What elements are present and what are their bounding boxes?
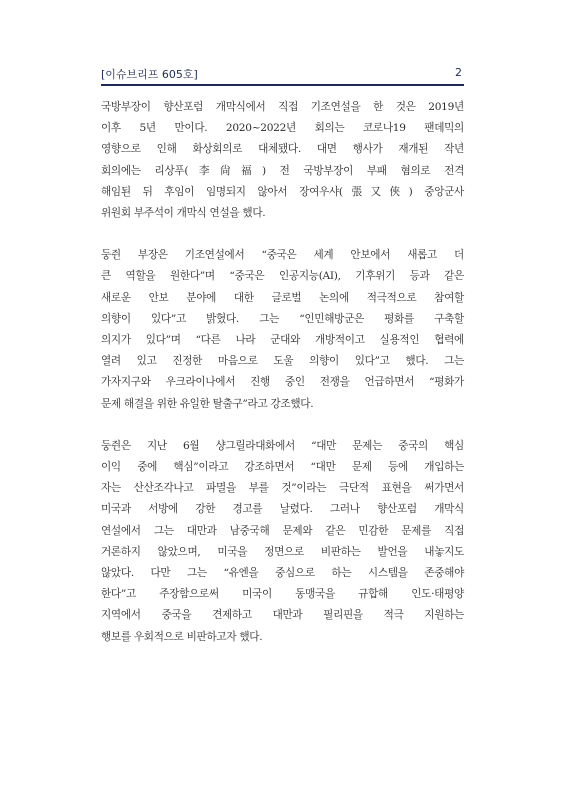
page-header bbox=[101, 66, 464, 80]
paragraph-1 bbox=[101, 97, 464, 224]
paragraph-3 bbox=[101, 436, 464, 648]
text-line: 위원회 부주석이 개막식 연설을 했다. bbox=[101, 207, 266, 220]
text-line: 행보를 우회적으로 비판하고자 했다. bbox=[101, 630, 263, 643]
text-line: 열려 있고 진정한 마음으로 도울 의향이 있다”고 했다. 그는 bbox=[101, 355, 464, 368]
page-number: 2 bbox=[455, 66, 462, 79]
text-line: 새로운 안보 분야에 대한 글로벌 논의에 적극적으로 참여할 bbox=[101, 291, 464, 304]
text-line: 해임된 뒤 후임이 임명되지 않아서 장여우샤(張又俠) 중앙군사 bbox=[101, 185, 464, 198]
text-line: 이후 5년 만이다. 2020~2022년 회의는 코로나19 팬데믹의 bbox=[101, 122, 464, 135]
paragraph-2 bbox=[101, 245, 464, 415]
text-line: 자는 산산조각나고 파멸을 부를 것”이라는 극단적 표현을 써가면서 bbox=[101, 482, 464, 495]
text-line: 문제 해결을 위한 유일한 탈출구”라고 강조했다. bbox=[101, 397, 314, 410]
text-line: 가자지구와 우크라이나에서 진행 중인 전쟁을 언급하면서 “평화가 bbox=[101, 376, 464, 389]
article-body bbox=[101, 97, 464, 669]
text-line: 이익 중에 핵심”이라고 강조하면서 “대만 문제 등에 개입하는 bbox=[101, 461, 464, 474]
text-line: 한다”고 주장함으로써 미국이 동맹국을 규합해 인도·태평양 bbox=[101, 588, 464, 601]
text-line: 않았다. 다만 그는 “유엔을 중심으로 하는 시스템을 존중해야 bbox=[101, 567, 464, 580]
text-line: 둥쥔 부장은 기조연설에서 “중국은 세계 안보에서 새롭고 더 bbox=[101, 249, 464, 262]
text-line: 미국과 서방에 강한 경고를 날렸다. 그러나 향산포럼 개막식 bbox=[101, 503, 464, 516]
text-line: 의향이 있다”고 밝혔다. 그는 “인민해방군은 평화를 구축할 bbox=[101, 312, 464, 325]
text-line: 국방부장이 향산포럼 개막식에서 직접 기조연설을 한 것은 2019년 bbox=[101, 101, 464, 113]
header-divider bbox=[101, 84, 464, 86]
text-line: 영향으로 인해 화상회의로 대체됐다. 대면 행사가 재개된 작년 bbox=[101, 143, 464, 156]
text-line: 거론하지 않았으며, 미국을 정면으로 비판하는 발언을 내놓지도 bbox=[101, 545, 464, 558]
text-line: 회의에는 리상푸(李尙福) 전 국방부장이 부패 혐의로 전격 bbox=[101, 164, 464, 177]
text-line: 연설에서 그는 대만과 남중국해 문제와 같은 민감한 문제를 직접 bbox=[101, 524, 464, 537]
issue-label: [이슈브리프 605호] bbox=[101, 68, 198, 81]
text-line: 큰 역할을 원한다”며 “중국은 인공지능(AI), 기후위기 등과 같은 bbox=[101, 270, 464, 283]
text-line: 지역에서 중국을 견제하고 대만과 필리핀을 적극 지원하는 bbox=[101, 609, 464, 622]
text-line: 둥쥔은 지난 6월 샹그릴라대화에서 “대만 문제는 중국의 핵심 bbox=[101, 439, 464, 452]
text-line: 의지가 있다”며 “다른 나라 군대와 개방적이고 실용적인 협력에 bbox=[101, 334, 464, 347]
